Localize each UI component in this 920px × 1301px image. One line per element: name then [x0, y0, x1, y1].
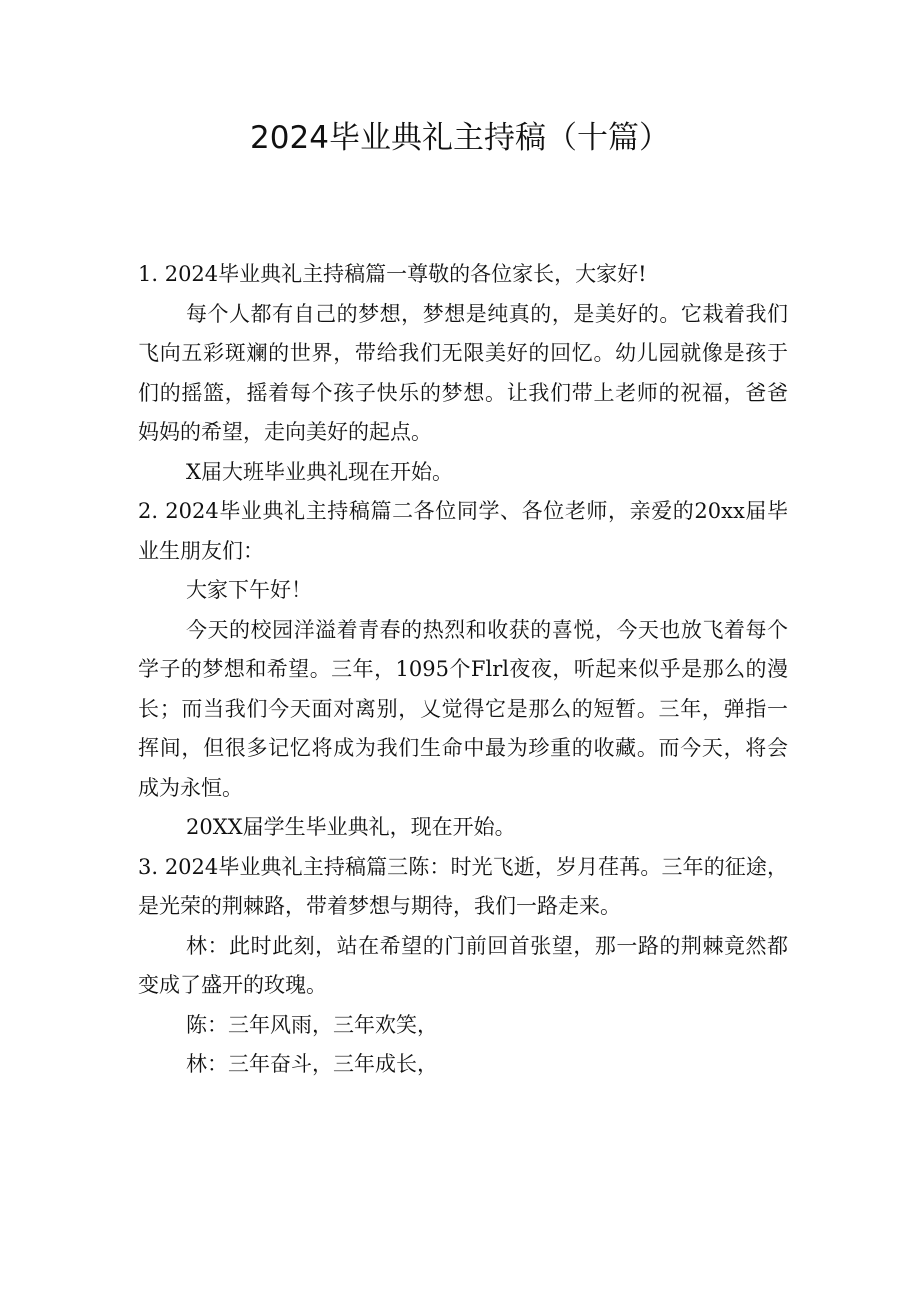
document-body — [138, 255, 788, 1085]
paragraph: 陈：三年风雨，三年欢笑， — [186, 1012, 438, 1037]
section-heading-2: 2. 2024毕业典礼主持稿篇二各位同学、各位老师，亲爱的20xx届毕业生朋友们： — [138, 499, 788, 563]
paragraph: 林：此时此刻，站在希望的门前回首张望，那一路的荆棘竟然都变成了盛开的玫瑰。 — [138, 933, 788, 997]
paragraph: X届大班毕业典礼现在开始。 — [186, 459, 453, 484]
paragraph: 每个人都有自己的梦想，梦想是纯真的，是美好的。它栽着我们飞向五彩斑斓的世界，带给我们无限美好的回忆。幼儿园就像是孩于们的摇篮，摇着每个孩子快乐的梦想。让我们带上老师的祝福，爸爸妈妈的希望，走向美好的起点。 — [138, 301, 788, 444]
section-heading-1: 1. 2024毕业典礼主持稿篇一尊敬的各位家长，大家好! — [138, 262, 647, 286]
paragraph: 大家下午好！ — [186, 578, 312, 602]
paragraph: 今天的校园洋溢着青春的热烈和收获的喜悦，今天也放飞着每个学子的梦想和希望。三年，1095个Flrl夜夜，听起来似乎是那么的漫长；而当我们今天面对离别，乂觉得它是那么的短暂。三年，弹指一挥间，但很多记忆将成为我们生命中最为珍重的收藏。而今天，将会成为永恒。 — [138, 617, 788, 800]
section-heading-3: 3. 2024毕业典礼主持稿篇三陈：时光飞逝，岁月荏苒。三年的征途，是光荣的荆棘路，带着梦想与期待，我们一路走来。 — [138, 854, 788, 918]
paragraph: 20XX届学生毕业典礼，现在开始。 — [186, 815, 516, 839]
document-title: 2024毕业典礼主持稿（十篇） — [250, 120, 670, 156]
paragraph: 林：三年奋斗，三年成长， — [186, 1052, 438, 1076]
